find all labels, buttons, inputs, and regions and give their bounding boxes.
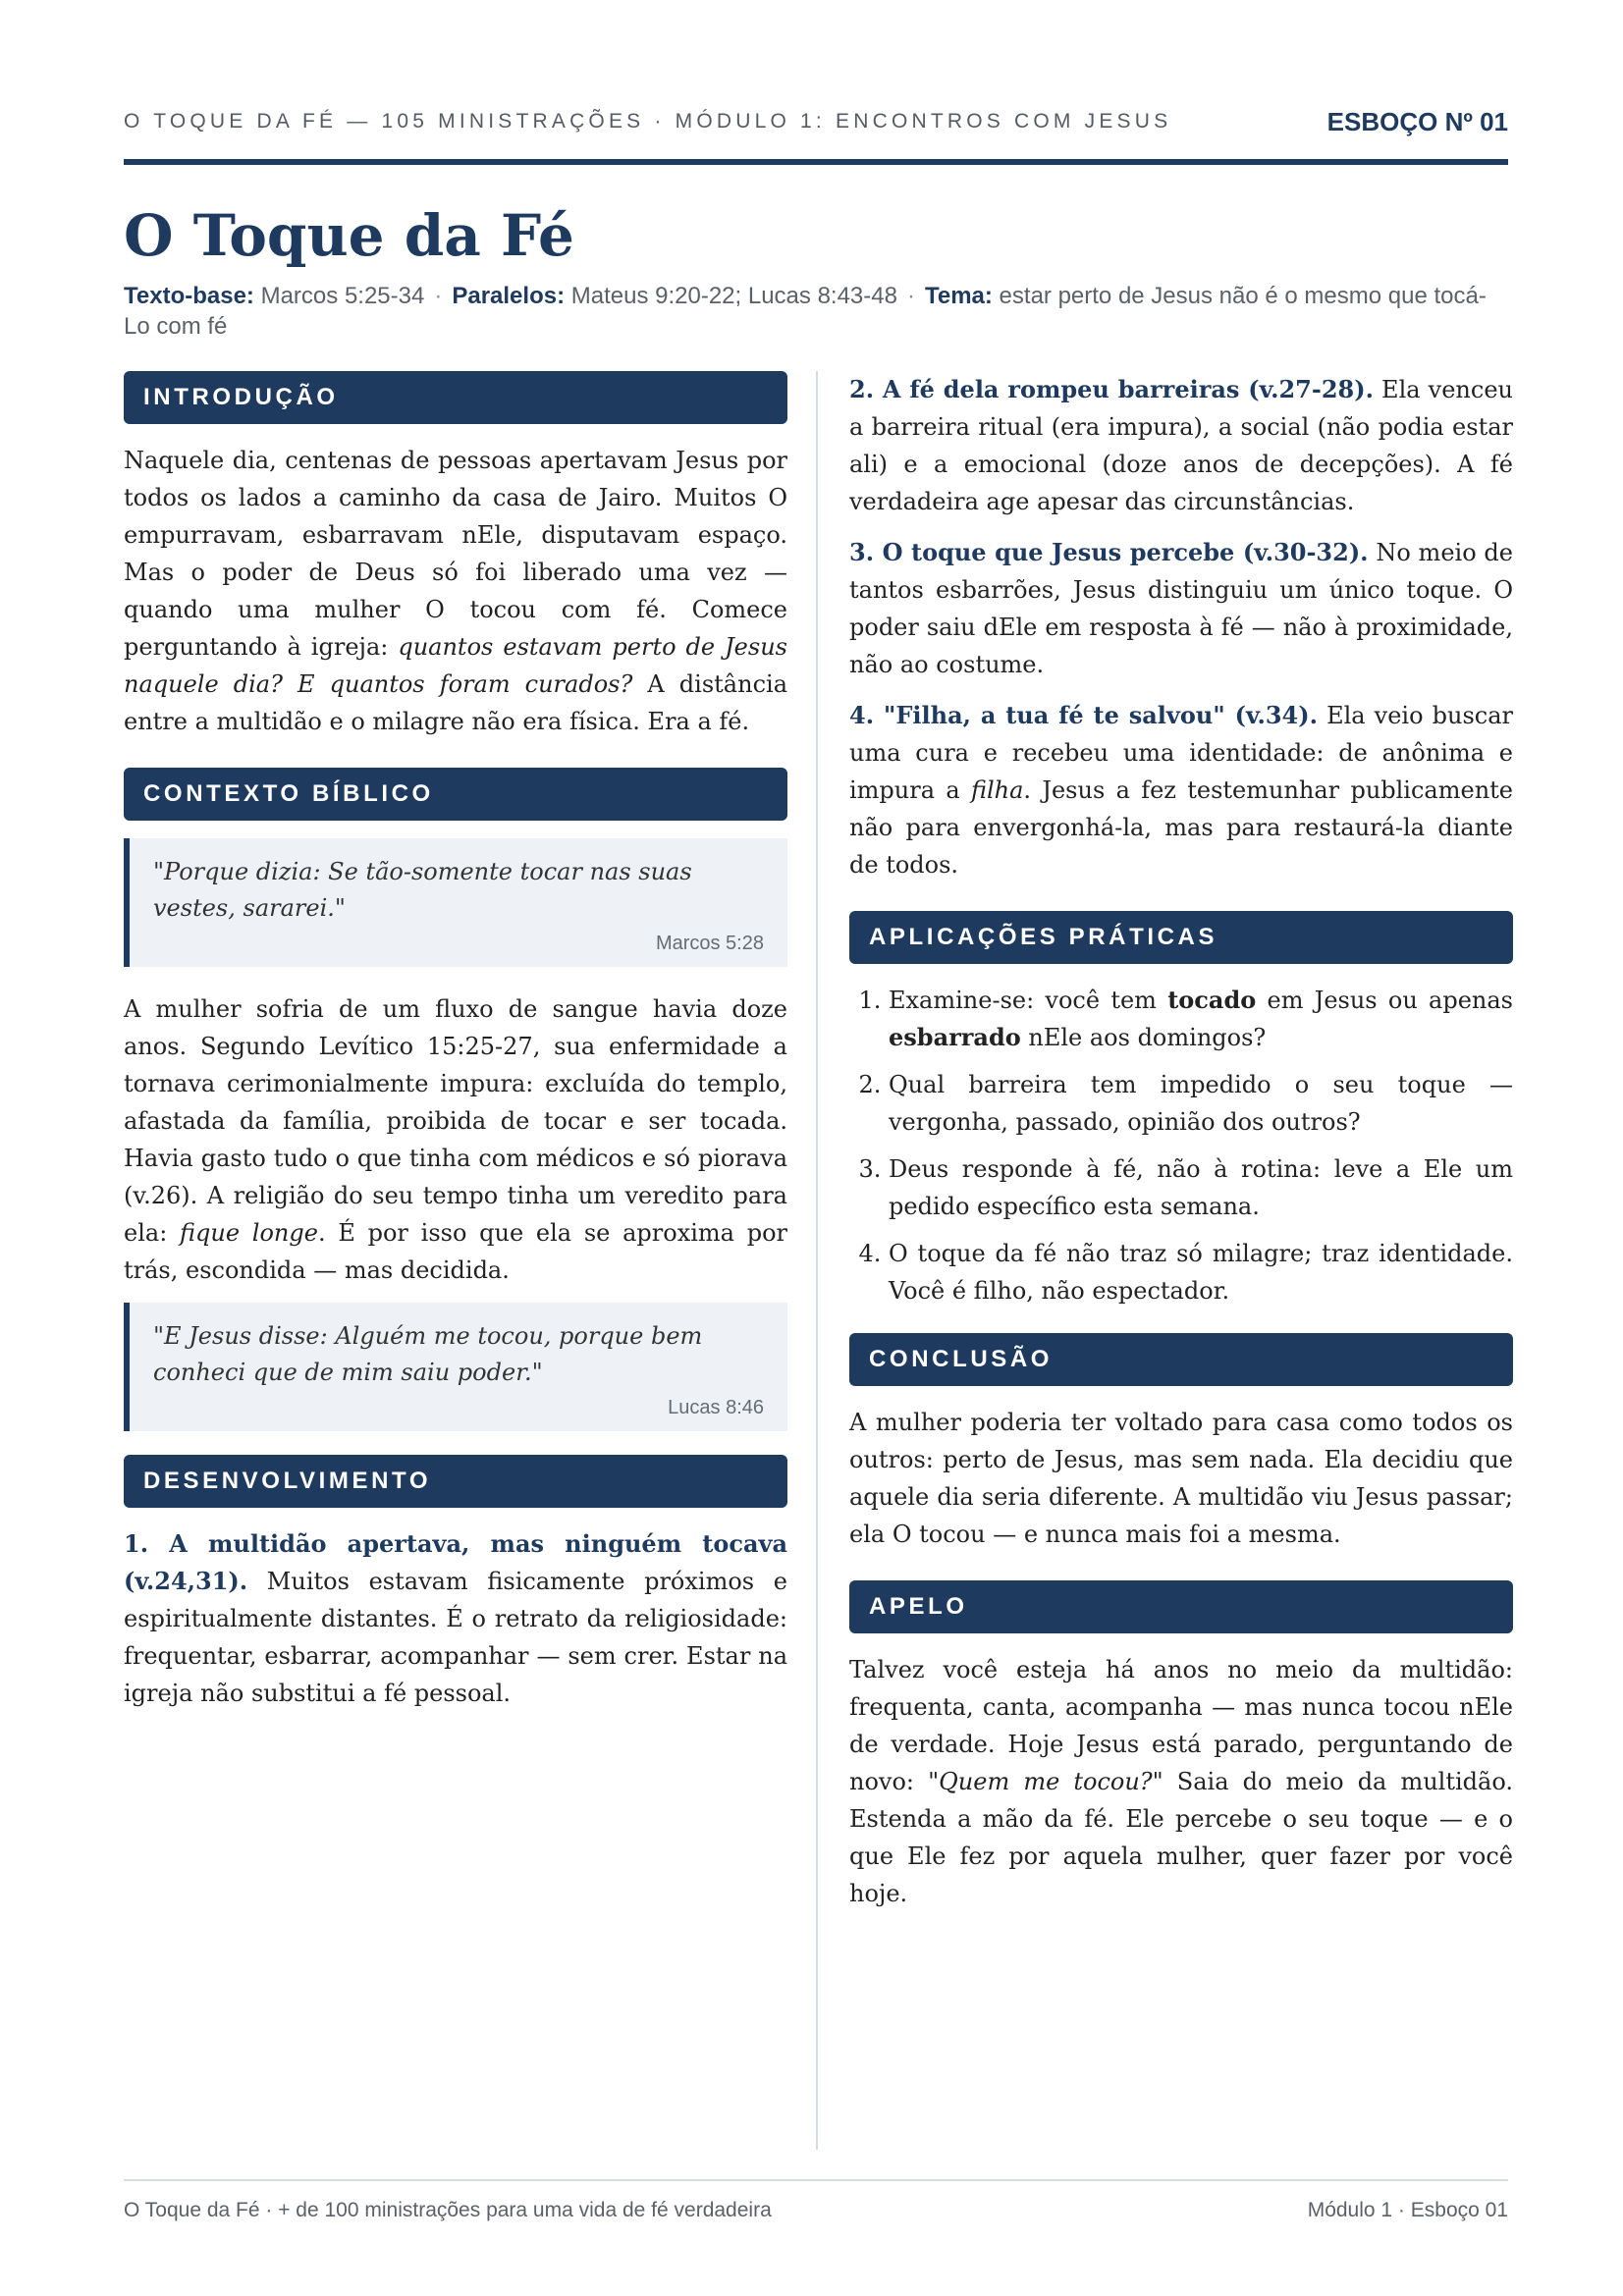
list-item: 4. O toque da fé não traz só milagre; traz identidade. Você é filho, não espectador. [889, 1235, 1513, 1309]
development-point [849, 697, 1513, 883]
context-italic: fique longe [180, 1219, 318, 1247]
page [124, 0, 1514, 2296]
scripture-quote [124, 838, 787, 967]
section-heading-aplicacoes: APLICAÇÕES PRÁTICAS [849, 911, 1513, 964]
point-text-end: . Jesus a fez testemunhar publicamente não para envergonhá-la, mas para restaurá-la diante de todos. [849, 776, 1514, 879]
development-point [849, 534, 1513, 683]
footer-left: O Toque da Fé · + de 100 ministrações para uma vida de fé verdadeira [124, 2199, 772, 2221]
appeal-text-end: Saia do meio da multidão. Estenda a mão da fé. Ele percebe o seu toque — e o que Ele fez por aquela mulher, quer fazer por você hoje. [849, 1768, 1513, 1907]
point-text: Ela veio buscar uma cura e recebeu uma identidade: de anônima e impura a [849, 702, 1514, 804]
item-text: nEle aos domingos? [1020, 1024, 1267, 1051]
top-bar [124, 106, 1508, 139]
section-heading-introducao: INTRODUÇÃO [124, 371, 787, 424]
context-paragraph [124, 990, 787, 1289]
left-column [124, 371, 787, 1739]
appeal-question: "Quem me tocou?" [928, 1768, 1163, 1795]
footer-rule [124, 2179, 1508, 2181]
paralelos-label: Paralelos: [452, 283, 566, 309]
context-text: A mulher sofria de um fluxo de sangue havia doze anos. Segundo Levítico 15:25-27, sua enfermidade a tornava cerimonialmente impura: excluída do templo, afastada da família, proibida de tocar e ser tocada. Havia gasto tudo o que tinha com médicos e só piorava (v.26). A religião do seu tempo tinha um veredito para ela: [124, 995, 787, 1247]
appeal-text: Talvez você esteja há anos no meio da multidão: frequenta, canta, acompanha — mas nunca tocou nEle de verdade. Hoje Jesus está parado, perguntando de novo: [849, 1656, 1513, 1795]
item-bold: tocado [1167, 986, 1257, 1014]
footer-right: Módulo 1 · Esboço 01 [1307, 2199, 1508, 2221]
context-text-end: . É por isso que ela se aproxima por trás, escondida — mas decidida. [124, 1219, 788, 1284]
quote-text: "Porque dizia: Se tão-somente tocar nas suas vestes, sararei." [153, 858, 692, 922]
quote-reference: Lucas 8:46 [668, 1397, 764, 1418]
section-heading-contexto: CONTEXTO BÍBLICO [124, 768, 787, 821]
running-title: O TOQUE DA FÉ — 105 MINISTRAÇÕES · MÓDULO 1: ENCONTROS COM JESUS [124, 110, 1172, 133]
item-text: em Jesus ou apenas [1256, 987, 1513, 1014]
point-lead: 3. O toque que Jesus percebe (v.30-32). [849, 538, 1369, 566]
tema-value: estar perto de Jesus não é o mesmo que tocá-Lo com fé [124, 283, 1487, 340]
quote-reference: Marcos 5:28 [655, 933, 764, 954]
point-text: Ela venceu a barreira ritual (era impura), a social (não podia estar ali) e a emocional (doze anos de decepções). A fé verdadeira age apesar das circunstâncias. [849, 376, 1513, 515]
development-point [124, 1525, 787, 1712]
point-lead: 2. A fé dela rompeu barreiras (v.27-28). [849, 375, 1374, 403]
paralelos-value: Mateus 9:20-22; Lucas 8:43-48 [570, 283, 897, 309]
scripture-quote [124, 1303, 787, 1431]
quote-text: "E Jesus disse: Alguém me tocou, porque bem conheci que de mim saiu poder." [153, 1322, 703, 1386]
development-point [849, 371, 1513, 520]
list-item: 3. Deus responde à fé, não à rotina: leve a Ele um pedido específico esta semana. [889, 1150, 1513, 1225]
intro-question: quantos estavam perto de Jesus naquele dia? E quantos foram curados? [124, 633, 787, 698]
point-text: No meio de tantos esbarrões, Jesus distinguiu um único toque. O poder saiu dEle em resposta à fé — não à proximidade, não ao costume. [849, 539, 1513, 678]
list-item: 2. Qual barreira tem impedido o seu toque — vergonha, passado, opinião dos outros? [889, 1066, 1513, 1141]
point-italic: filha [970, 776, 1024, 804]
point-lead: 1. A multidão apertava, mas ninguém tocava (v.24,31). [124, 1529, 787, 1595]
texto-base-label: Texto-base: [124, 283, 254, 309]
texto-base-value: Marcos 5:25-34 [260, 283, 425, 309]
right-column [849, 371, 1513, 1940]
tema-label: Tema: [924, 283, 993, 309]
conclusion-paragraph: A mulher poderia ter voltado para casa como todos os outros: perto de Jesus, mas sem nada. Ela decidiu que aquele dia seria diferente. A multidão viu Jesus passar; ela O tocou — e nunca mais foi a mesma. [849, 1409, 1513, 1548]
header-rule [124, 159, 1508, 165]
list-item [889, 982, 1513, 1056]
point-text: Muitos estavam fisicamente próximos e espiritualmente distantes. É o retrato da religiosidade: frequentar, esbarrar, acompanhar — sem crer. Estar na igreja não substitui a fé pessoal. [124, 1568, 787, 1707]
meta-separator: · [906, 283, 915, 309]
section-heading-desenvolvimento: DESENVOLVIMENTO [124, 1455, 787, 1508]
section-heading-conclusao: CONCLUSÃO [849, 1333, 1513, 1386]
item-text: Examine-se: você tem [889, 987, 1168, 1014]
appeal-paragraph [849, 1651, 1513, 1912]
page-title: O Toque da Fé [124, 202, 574, 269]
column-divider [816, 371, 818, 2150]
point-lead: 4. "Filha, a tua fé te salvou" (v.34). [849, 701, 1318, 729]
meta-separator: · [434, 283, 443, 309]
meta-line [124, 281, 1508, 342]
section-heading-apelo: APELO [849, 1580, 1513, 1633]
intro-text: Naquele dia, centenas de pessoas apertavam Jesus por todos os lados a caminho da casa de Jairo. Muitos O empurravam, esbarravam nEle, disputavam espaço. Mas o poder de Deus só foi liberado uma vez — quando uma mulher O tocou com fé. Comece perguntando à igreja: [124, 447, 787, 661]
intro-paragraph [124, 442, 787, 740]
outline-number-badge: ESBOÇO Nº 01 [1326, 107, 1508, 136]
applications-list [849, 982, 1513, 1309]
intro-text-end: A distância entre a multidão e o milagre não era física. Era a fé. [124, 670, 788, 735]
item-bold: esbarrado [889, 1023, 1021, 1051]
